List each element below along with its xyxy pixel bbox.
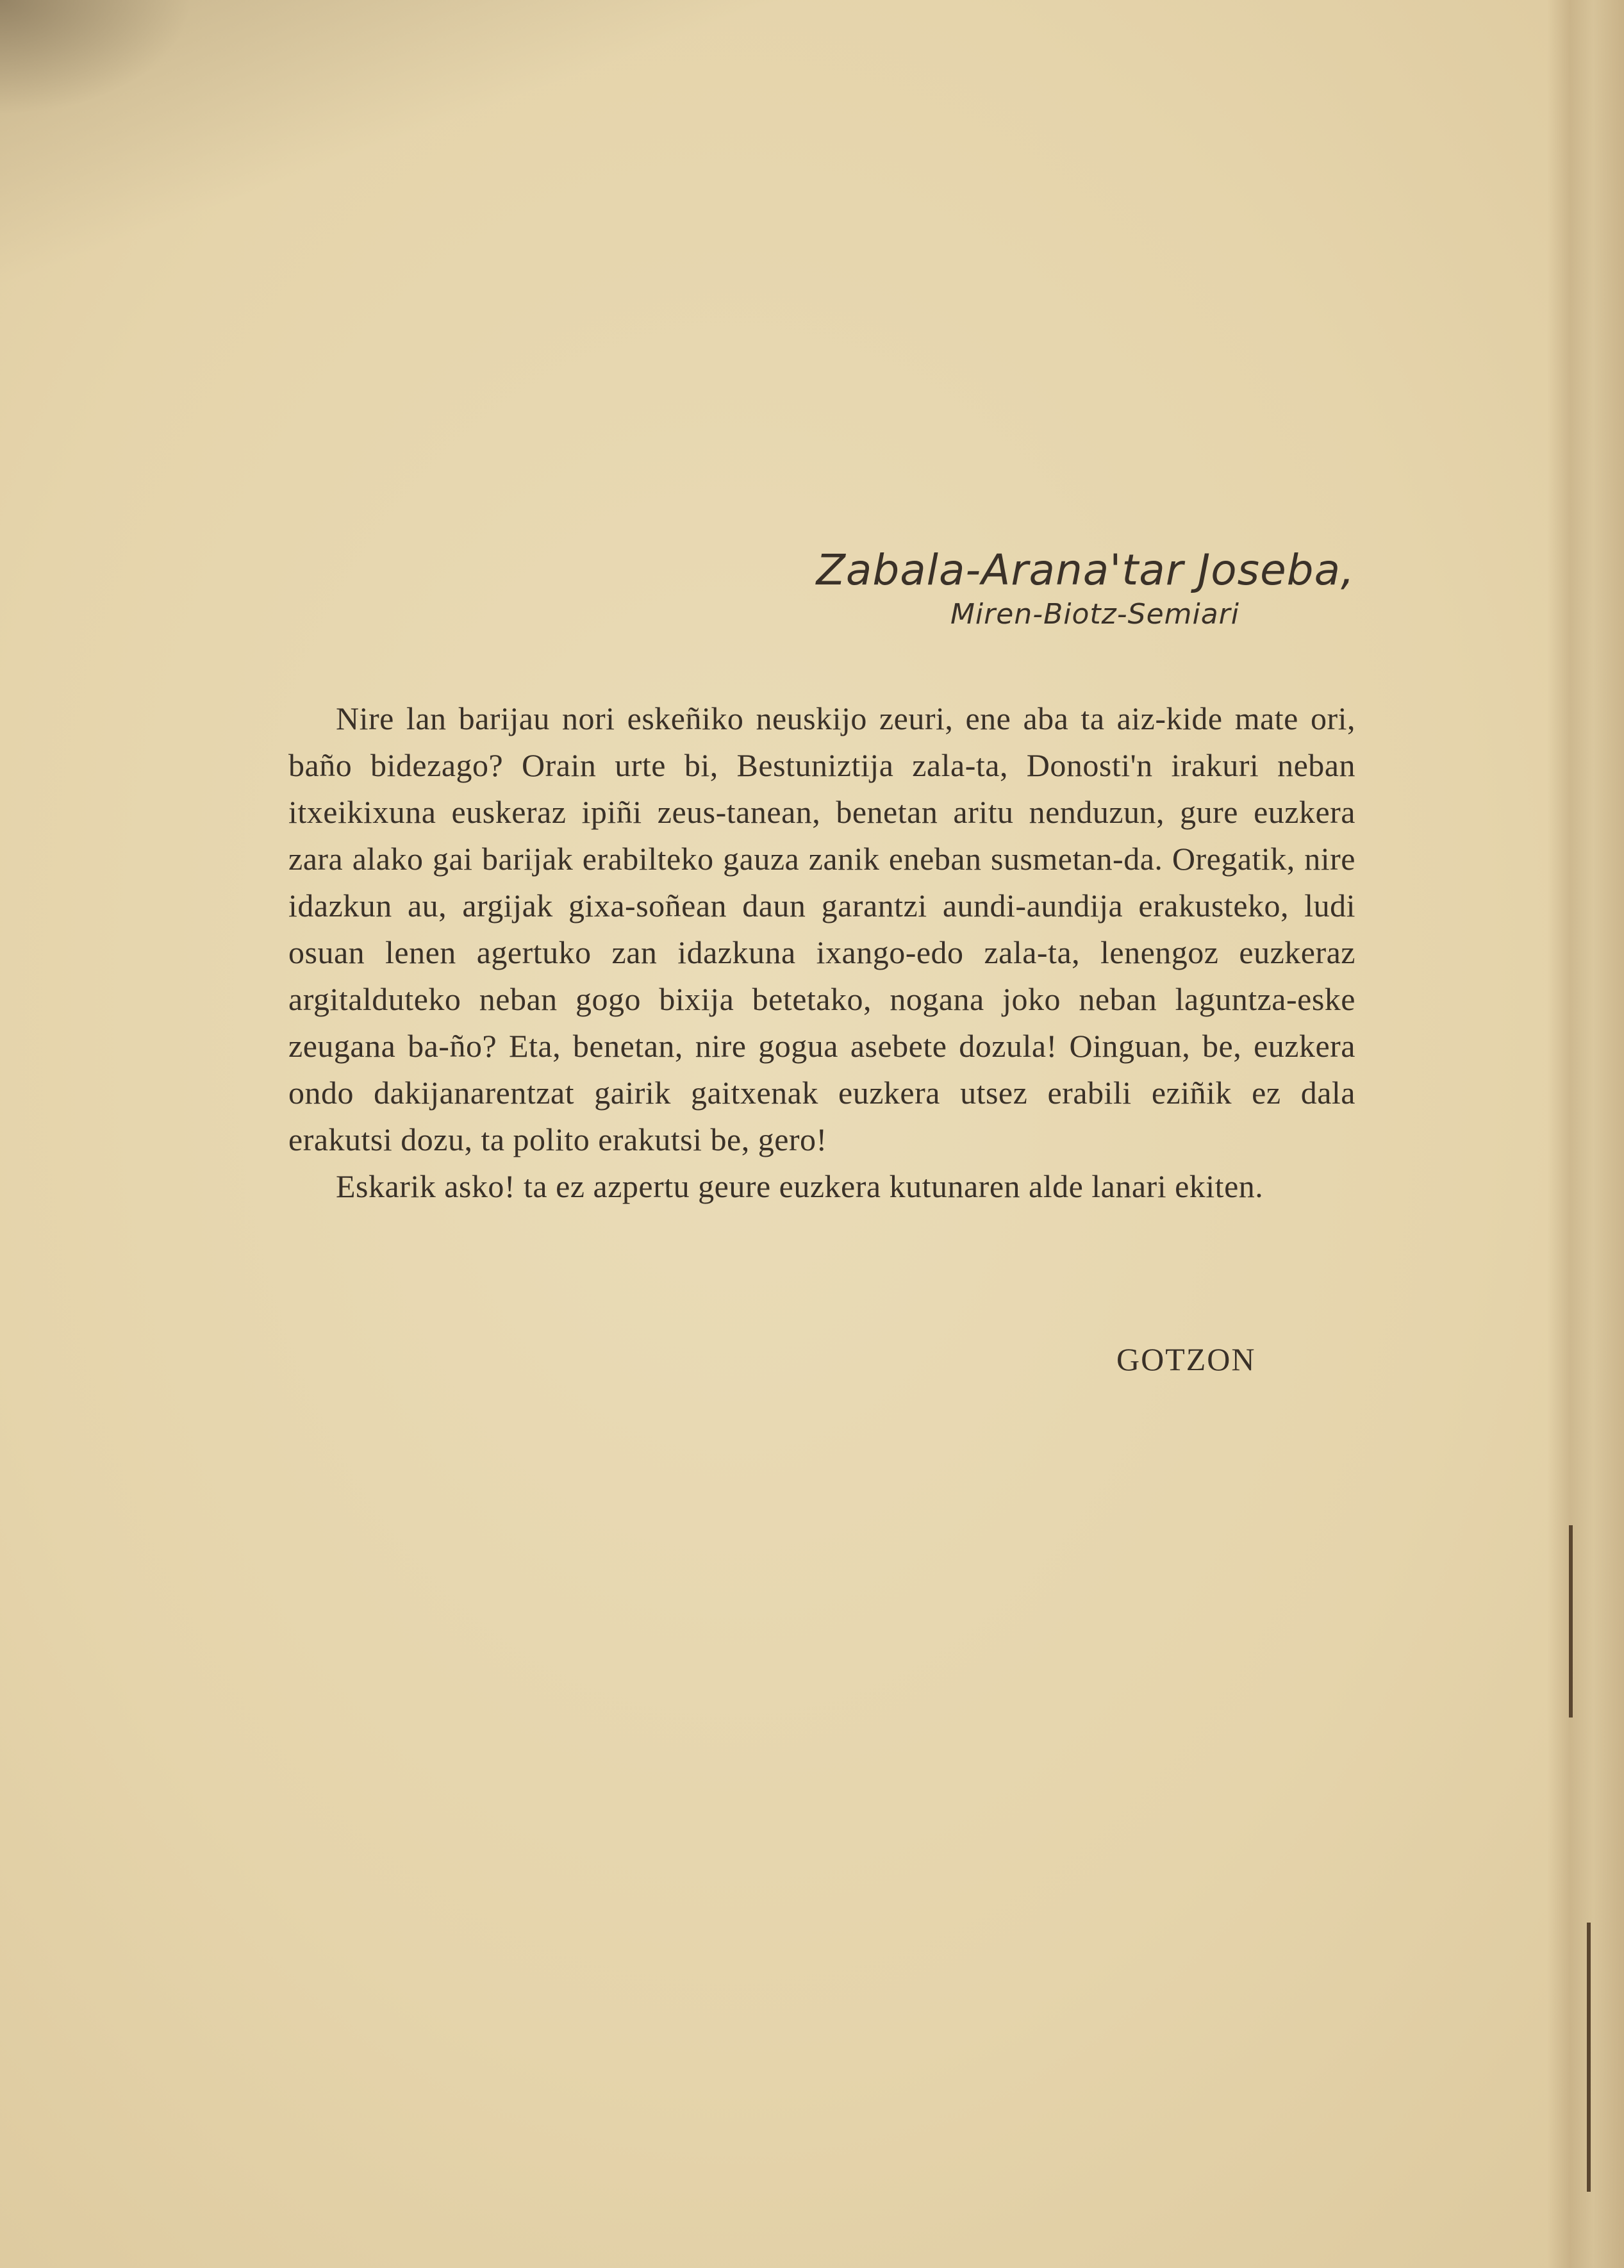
edge-mark xyxy=(1587,1923,1591,2192)
dedicatee-name: Zabala-Arana'tar Joseba, xyxy=(816,545,1355,595)
dedicatee-title: Miren-Biotz-Semiari xyxy=(950,598,1239,631)
edge-mark xyxy=(1569,1525,1573,1718)
letter-paragraph: Eskarik asko! ta ez azpertu geure euzkera kutunaren alde lanari ekiten. xyxy=(336,1168,1264,1204)
letter-body xyxy=(288,695,1355,1210)
corner-shadow xyxy=(0,0,192,115)
dedication-block xyxy=(816,545,1355,631)
letter-paragraph: Nire lan barijau nori eskeñiko neuskijo zeuri, ene aba ta aiz-kide mate ori, baño bidezago? Orain urte bi, Bestuniztija zala-ta, Donosti'n irakuri neban itxeikixuna euskeraz ipiñi zeus-tanean, benetan aritu nenduzun, gure euzkera zara alako gai barijak erabilteko gauza zanik eneban susmetan-da. Oregatik, nire idazkun au, argijak gixa-soñean daun garantzi aundi-aundija erakusteko, ludi osuan lenen agertuko zan idazkuna ixango-edo zala-ta, lenengoz euzkeraz argitalduteko neban gogo bixija betetako, nogana joko neban laguntza-eske zeugana ba-ño? Eta, benetan, nire gogua asebete dozula! Oinguan, be, euzkera ondo dakijanarentzat gairik gaitxenak euzkera utsez erabili eziñik ez dala erakutsi dozu, ta polito erakutsi be, gero! xyxy=(288,700,1355,1157)
page-edge xyxy=(1547,0,1624,2268)
signature: GOTZON xyxy=(1116,1341,1256,1377)
